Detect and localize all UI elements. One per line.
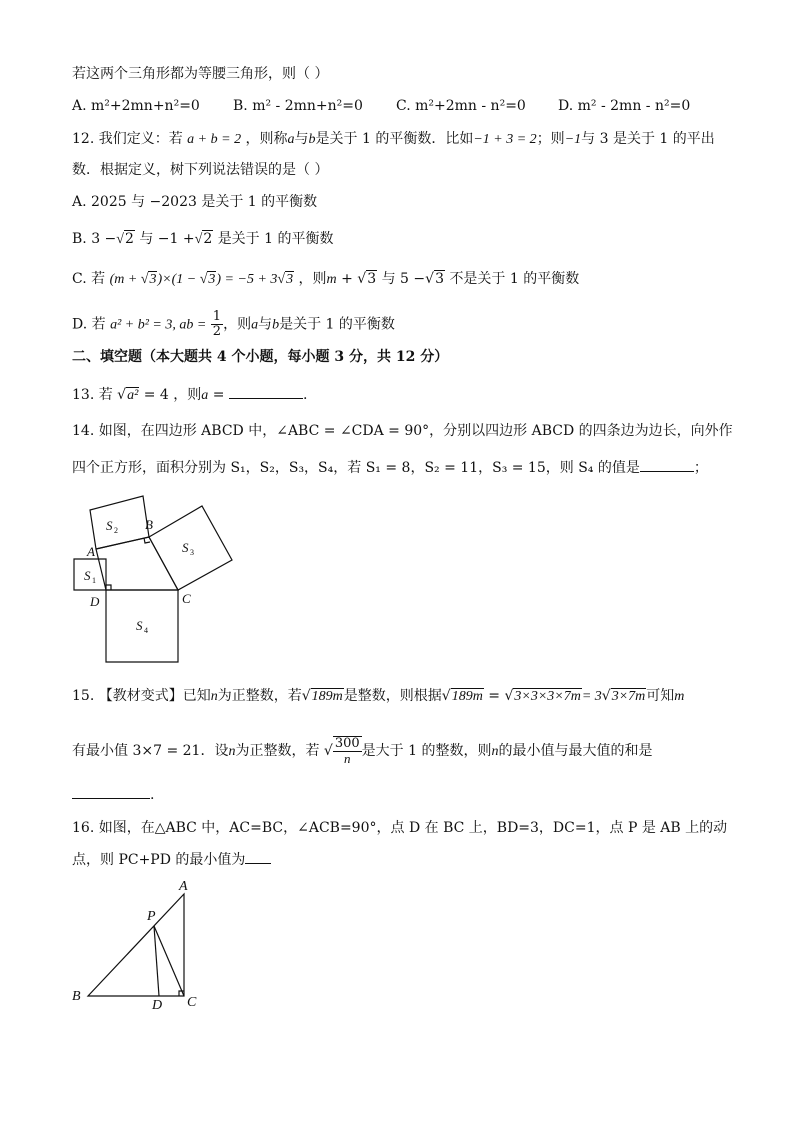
q15-line1: 15. 【教材变式】已知n为正整数，若√189m是整数，则根据√189m = √3×3×3×7m= 3√3×7m可知m — [72, 688, 685, 704]
q12-option-c[interactable]: C. 若 (m + √3)×(1 − √3) = −5 + 3√3 ，则m + √3 与 5 −√3 不是关于 1 的平衡数 — [72, 271, 580, 287]
label-a: A — [87, 544, 95, 559]
label-s3: S — [182, 540, 189, 555]
label-d: D — [152, 998, 163, 1012]
q16-answer-blank[interactable] — [245, 849, 271, 864]
label-b: B — [145, 517, 153, 532]
quad-abcd — [96, 537, 178, 590]
q14-answer-blank[interactable] — [640, 457, 694, 472]
q16-line1: 16. 如图，在△ABC 中，AC=BC，∠ACB=90°，点 D 在 BC 上，BD=3，DC=1，点 P 是 AB 上的动 — [72, 820, 728, 836]
q15-line2: 有最小值 3×7 = 21．设n为正整数，若 √ $\frac{300}{n}$ 是大于 1 的整数，则n的最小值与最大值的和是 — [72, 736, 653, 766]
q12-line1: 12. 我们定义：若 a + b = 2 ，则称a与b是关于 1 的平衡数．比如−1 + 3 = 2；则−1与 3 是关于 1 的平出 — [72, 131, 715, 147]
square-s2 — [90, 496, 149, 549]
q13-answer-blank[interactable] — [229, 384, 303, 399]
q11-option-b[interactable]: B. m² - 2mn+n²=0 — [233, 98, 363, 114]
label-b: B — [72, 989, 81, 1004]
right-angle-d — [106, 585, 111, 590]
q11-stem: 若这两个三角形都为等腰三角形，则（ ） — [72, 66, 329, 82]
label-s2-sub: 2 — [114, 526, 118, 535]
section-fill-in-title: 二、填空题（本大题共 4 个小题，每小题 3 分，共 12 分） — [72, 349, 449, 365]
label-s4: S — [136, 618, 143, 633]
q14-line2: 四个正方形，面积分别为 S₁，S₂，S₃，S₄，若 S₁ = 8，S₂ = 11，S₃ = 15，则 S₄ 的值是 ； — [72, 457, 708, 478]
q13-line: 13. 若 √a² = 4 ，则a = . — [72, 384, 307, 406]
label-d: D — [90, 594, 100, 609]
q12-line2: 数．根据定义，树下列说法错误的是（ ） — [72, 162, 329, 178]
label-a: A — [179, 879, 188, 894]
label-s3-sub: 3 — [190, 548, 194, 557]
q14-line1: 14. 如图，在四边形 ABCD 中，∠ABC = ∠CDA = 90°，分别以四边形 ABCD 的四条边为边长，向外作 — [72, 423, 733, 439]
q11-option-d[interactable]: D. m² - 2mn - n²=0 — [558, 98, 691, 114]
q16-line2: 点，则 PC+PD 的最小值为 — [72, 849, 271, 870]
label-p: P — [147, 909, 156, 924]
q15-line3: . — [72, 784, 154, 805]
triangle-abc — [88, 894, 184, 996]
q16-figure — [62, 872, 212, 1012]
q14-figure — [60, 490, 250, 670]
q12-option-a[interactable]: A. 2025 与 −2023 是关于 1 的平衡数 — [72, 194, 318, 210]
label-s2: S — [106, 518, 113, 533]
q12-option-b[interactable]: B. 3 −√2 与 −1 +√2 是关于 1 的平衡数 — [72, 231, 334, 247]
label-c: C — [182, 591, 191, 606]
q11-option-a[interactable]: A. m²+2mn+n²=0 — [72, 98, 200, 114]
label-s1-sub: 1 — [92, 576, 96, 585]
label-s1: S — [84, 568, 91, 583]
right-angle-b — [144, 538, 150, 543]
q12-option-d[interactable]: D. 若 a² + b² = 3, ab = $\frac{1}{2}$ ，则a与b是关于 1 的平衡数 — [72, 309, 395, 339]
q11-option-c[interactable]: C. m²+2mn - n²=0 — [396, 98, 526, 114]
label-s4-sub: 4 — [144, 626, 148, 635]
label-c: C — [187, 995, 197, 1010]
q15-answer-blank[interactable] — [72, 784, 150, 799]
